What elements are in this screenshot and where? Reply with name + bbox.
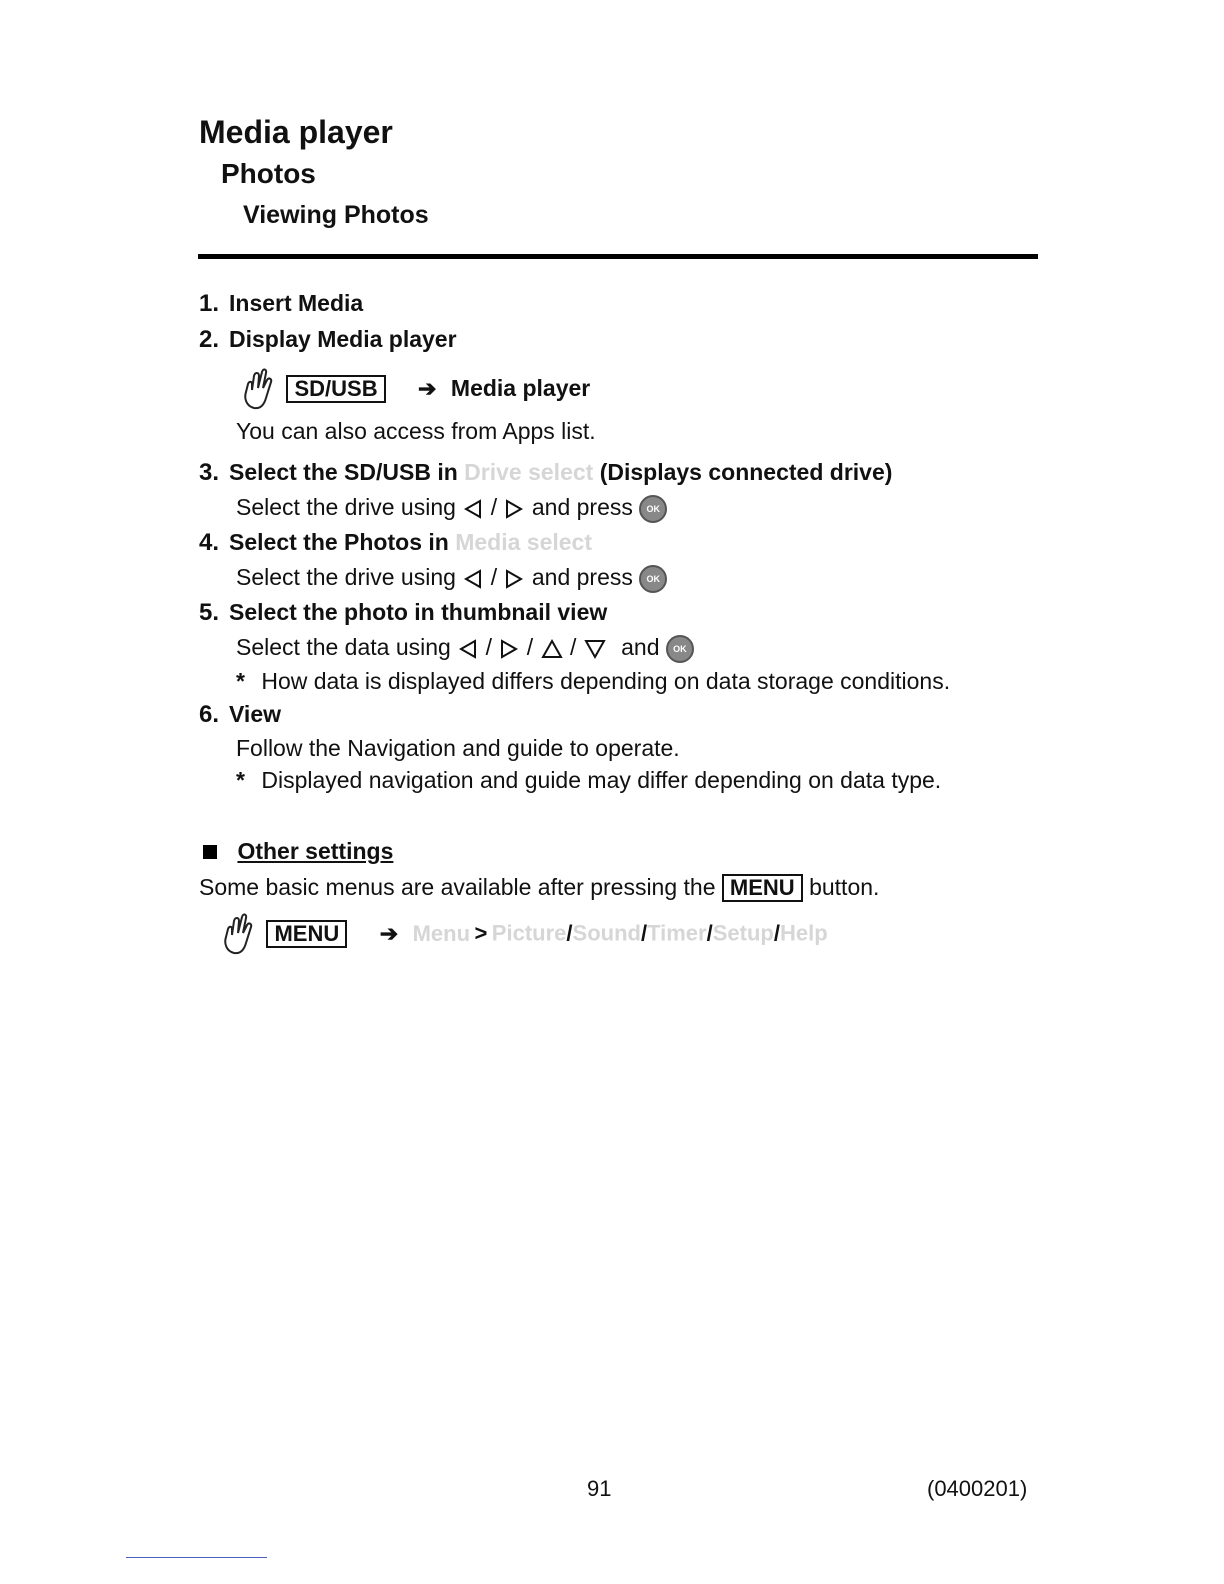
desc-text: Some basic menus are available after pressing the [199,874,716,900]
step-1 [199,290,363,318]
document-code: (0400201) [927,1476,1028,1501]
desc-text: and press [531,494,633,520]
separator: / [569,634,577,660]
remote-hand-icon [240,368,274,415]
step-number: 1. [199,290,220,317]
left-arrow-icon [462,564,484,590]
path-sep: / [640,920,648,946]
separator: / [490,494,498,520]
path-menu: Menu [412,920,471,946]
left-arrow-icon [457,634,479,660]
drive-select-label: Drive select [464,459,594,485]
step-2-note: You can also access from Apps list. [236,418,596,444]
step-title-suffix: (Displays connected drive) [599,459,893,485]
section-title: Viewing Photos [243,201,429,229]
page-subtitle: Photos [221,158,316,189]
square-bullet-icon [203,845,217,859]
path-item-picture: Picture [491,920,567,946]
path-sep: / [706,920,713,946]
path-item-timer: Timer [647,920,707,946]
menu-button: MENU [722,874,803,902]
desc-text: and press [531,564,633,590]
step-title: Display Media player [229,326,457,352]
desc-text: and [621,634,660,660]
menu-path-operation [220,913,828,960]
path-sep: / [773,920,780,946]
step-number: 4. [199,529,220,556]
step-3-desc [236,494,667,523]
other-settings-heading [203,838,393,865]
desc-text: Select the drive using [236,494,456,520]
desc-text: Select the data using [236,634,451,660]
path-item-help: Help [779,920,828,946]
note-star: * [236,767,245,793]
step-number: 6. [199,701,220,728]
step-title: Select the Photos in [229,529,449,555]
path-items [492,921,828,946]
step-number: 5. [199,599,220,626]
path-item-setup: Setup [712,920,774,946]
media-select-label: Media select [455,529,593,555]
note-text: Displayed navigation and guide may differ depending on data type. [261,767,942,793]
step-5-desc [236,634,694,663]
step-6-note [236,767,941,794]
step-4-desc [236,564,667,593]
right-arrow-icon [498,634,520,660]
arrow-right-icon: ➔ [418,375,437,401]
step-number: 2. [199,326,220,353]
arrow-right-icon: ➔ [379,920,399,946]
step-number: 3. [199,459,220,486]
path-sep: / [566,920,573,946]
sd-usb-button: SD/USB [286,375,385,403]
separator: / [490,564,498,590]
media-player-target: Media player [450,374,591,401]
note-text: How data is displayed differs depending on data storage conditions. [261,668,951,694]
step-6-desc: Follow the Navigation and guide to operate. [236,735,680,761]
step-6 [199,701,281,729]
step-2 [199,326,457,354]
path-gt: > [474,920,488,946]
step-4 [199,529,592,557]
header-divider [198,254,1038,259]
other-settings-desc [199,874,879,902]
up-arrow-icon [540,634,564,660]
right-arrow-icon [503,494,525,520]
note-star: * [236,668,245,694]
desc-text: Select the drive using [236,564,456,590]
ok-button-icon: OK [639,495,667,523]
remote-hand-icon [220,913,254,960]
other-settings-title: Other settings [237,838,394,864]
step-title: Insert Media [229,290,364,316]
path-item-sound: Sound [572,920,641,946]
step-title: View [229,701,281,727]
step-3 [199,459,892,487]
ok-button-icon: OK [639,565,667,593]
separator: / [485,634,492,660]
desc-text: button. [809,874,880,900]
down-arrow-icon [583,634,607,660]
left-arrow-icon [462,494,484,520]
step-5 [199,599,607,627]
step-title: Select the photo in thumbnail view [229,599,608,625]
page-title: Media player [199,114,393,150]
footer-link-line [126,1557,267,1558]
step-2-operation [240,368,590,415]
ok-button-icon: OK [666,635,694,663]
step-5-note [236,668,950,695]
menu-button: MENU [266,920,347,948]
right-arrow-icon [503,564,525,590]
separator: / [526,634,534,660]
step-title: Select the SD/USB in [229,459,458,485]
page-number: 91 [587,1476,612,1501]
